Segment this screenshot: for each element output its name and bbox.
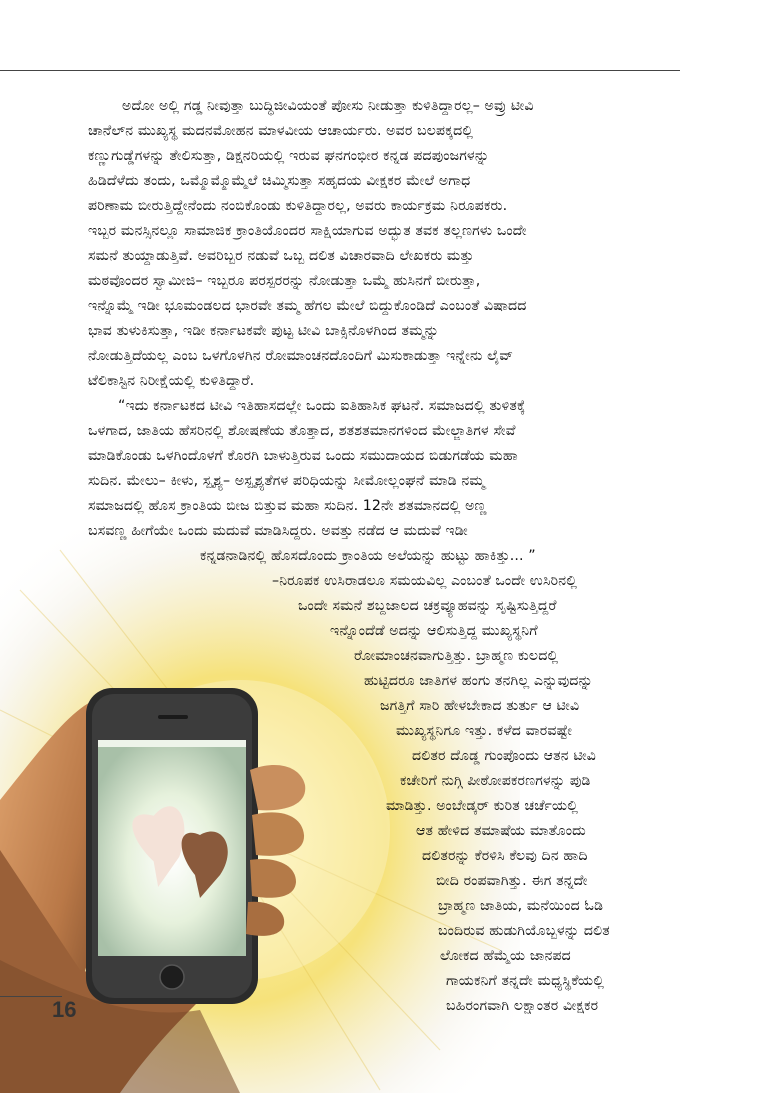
body-line: ಇನ್ನೊಮ್ಮೆ ಇಡೀ ಭೂಮಂಡಲದ ಭಾರವೇ ತಮ್ಮ ಹೆಗಲ ಮೇಲೆ ಬಿದ್ದುಕೊಂಡಿದೆ ಎಂಬಂತೆ ವಿಷಾದದ — [88, 298, 527, 314]
body-line: ಮಾಡಿತ್ತು. ಅಂಬೇಡ್ಕರ್ ಕುರಿತ ಚರ್ಚೆಯಲ್ಲಿ — [386, 798, 579, 814]
body-line: ಕಚೇರಿಗೆ ನುಗ್ಗಿ ಪೀಠೋಪಕರಣಗಳನ್ನು ಪುಡಿ — [400, 773, 591, 789]
body-line: ಬ್ರಾಹ್ಮಣ ಜಾತಿಯ, ಮನೆಯಿಂದ ಓಡಿ — [438, 898, 604, 914]
body-line: ಟೆಲಿಕಾಸ್ಟಿನ ನಿರೀಕ್ಷೆಯಲ್ಲಿ ಕುಳಿತಿದ್ದಾರೆ. — [88, 373, 255, 389]
body-line: ದಲಿತರನ್ನು ಕೆರಳಿಸಿ ಕೆಲವು ದಿನ ಹಾದಿ — [422, 848, 588, 864]
body-line: ಮಠವೊಂದರ ಸ್ವಾಮೀಜಿ– ಇಬ್ಬರೂ ಪರಸ್ಪರರನ್ನು ನೋಡುತ್ತಾ ಒಮ್ಮೆ ಹುಸಿನಗೆ ಬೀರುತ್ತಾ, — [88, 273, 481, 289]
body-line: ಮುಖ್ಯಸ್ಥನಿಗೂ ಇತ್ತು. ಕಳೆದ ವಾರವಷ್ಟೇ — [396, 723, 573, 739]
body-line: ಭಾವ ತುಳುಕಿಸುತ್ತಾ, ಇಡೀ ಕರ್ನಾಟಕವೇ ಪುಟ್ಟ ಟೀವಿ ಬಾಕ್ಸಿನೊಳಗಿಂದ ತಮ್ಮನ್ನು — [88, 323, 440, 339]
page-number: 16 — [52, 997, 77, 1022]
body-line: ಸಮನೆ ತುಯ್ದಾಡುತ್ತಿವೆ. ಅವರಿಬ್ಬರ ನಡುವೆ ಒಬ್ಬ ದಲಿತ ವಿಚಾರವಾದಿ ಲೇಖಕರು ಮತ್ತು — [88, 248, 474, 264]
body-line: ಆತ ಹೇಳಿದ ತಮಾಷೆಯ ಮಾತೊಂದು — [416, 823, 586, 839]
body-line: ಬಹಿರಂಗವಾಗಿ ಲಕ್ಷಾಂತರ ವೀಕ್ಷಕರ — [446, 998, 599, 1014]
body-line: ಇಬ್ಬರ ಮನಸ್ಸಿನಲ್ಲೂ ಸಾಮಾಜಿಕ ಕ್ರಾಂತಿಯೊಂದರ ಸಾಕ್ಷಿಯಾಗುವ ಅದ್ಭುತ ತವಕ ತಲ್ಲಣಗಳು ಒಂದೇ — [88, 223, 527, 239]
body-line: ಜಗತ್ತಿಗೆ ಸಾರಿ ಹೇಳಬೇಕಾದ ತುರ್ತು ಆ ಟೀವಿ — [380, 698, 580, 714]
body-line: ಗಾಯಕನಿಗೆ ತನ್ನದೇ ಮಧ್ಯಸ್ಥಿಕೆಯಲ್ಲಿ — [446, 973, 605, 989]
body-line: ಒಳಗಾದ, ಜಾತಿಯ ಹೆಸರಿನಲ್ಲಿ ಶೋಷಣೆಯ ತೊತ್ತಾದ, ಶತಶತಮಾನಗಳಿಂದ ಮೇಲ್ಜಾತಿಗಳ ಸೇವೆ — [88, 423, 516, 439]
body-line: ಹುಟ್ಟಿದರೂ ಜಾತಿಗಳ ಹಂಗು ತನಗಿಲ್ಲ ಎನ್ನುವುದನ್ನು — [364, 673, 593, 689]
body-line: ಅದೋ ಅಲ್ಲಿ ಗಡ್ಡ ನೀವುತ್ತಾ ಬುದ್ಧಿಜೀವಿಯಂತೆ ಪೋಸು ನೀಡುತ್ತಾ ಕುಳಿತಿದ್ದಾರಲ್ಲ– ಅವ್ರು ಟೀವಿ — [122, 98, 534, 114]
body-line: –ನಿರೂಪಕ ಉಸಿರಾಡಲೂ ಸಮಯವಿಲ್ಲ ಎಂಬಂತೆ ಒಂದೇ ಉಸಿರಿನಲ್ಲಿ — [272, 573, 578, 589]
body-line: ಒಂದೇ ಸಮನೆ ಶಬ್ದಜಾಲದ ಚಕ್ರವ್ಯೂಹವನ್ನು ಸೃಷ್ಟಿಸುತ್ತಿದ್ದರೆ — [298, 598, 557, 614]
body-line: ಹಿಡಿದೆಳೆದು ತಂದು, ಒಮ್ಮೊಮ್ಮೊಮ್ಮೆಲೆ ಚಿಮ್ಮಿಸುತ್ತಾ ಸಹೃದಯ ವೀಕ್ಷಕರ ಮೇಲೆ ಅಗಾಧ — [88, 173, 471, 189]
body-line: ಕನ್ನಡನಾಡಿನಲ್ಲಿ ಹೊಸದೊಂದು ಕ್ರಾಂತಿಯ ಅಲೆಯನ್ನು ಹುಟ್ಟು ಹಾಕಿತ್ತು... ” — [200, 548, 536, 564]
body-line: ರೋಮಾಂಚನವಾಗುತ್ತಿತ್ತು. ಬ್ರಾಹ್ಮಣ ಕುಲದಲ್ಲಿ — [354, 648, 559, 664]
body-line: ಸುದಿನ. ಮೇಲು– ಕೀಳು, ಸ್ಪೃಶ್ಯ– ಅಸ್ಪೃಶ್ಯತೆಗಳ ಪರಿಧಿಯನ್ನು ಸೀಮೋಲ್ಲಂಘನೆ ಮಾಡಿ ನಮ್ಮ — [88, 473, 485, 489]
body-line: ಇನ್ನೊಂದೆಡೆ ಅದನ್ನು ಆಲಿಸುತ್ತಿದ್ದ ಮುಖ್ಯಸ್ಥನಿಗೆ — [330, 623, 538, 639]
body-line: ಮಾಡಿಕೊಂಡು ಒಳಗಿಂದೊಳಗೆ ಕೊರಗಿ ಬಾಳುತ್ತಿರುವ ಒಂದು ಸಮುದಾಯದ ಬಿಡುಗಡೆಯ ಮಹಾ — [88, 448, 518, 464]
header-rule — [0, 70, 680, 71]
body-line: ಬಸವಣ್ಣ ಹೀಗೆಯೇ ಒಂದು ಮದುವೆ ಮಾಡಿಸಿದ್ದರು. ಅವತ್ತು ನಡೆದ ಆ ಮದುವೆ ಇಡೀ — [88, 523, 468, 539]
body-line: ಬಂದಿರುವ ಹುಡುಗಿಯೊಬ್ಬಳನ್ನು ದಲಿತ — [438, 923, 610, 939]
body-line: ನೋಡುತ್ತಿದೆಯಲ್ಲ ಎಂಬ ಒಳಗೊಳಗಿನ ರೋಮಾಂಚನದೊಂದಿಗೆ ಮಿಸುಕಾಡುತ್ತಾ ಇನ್ನೇನು ಲೈವ್ — [88, 348, 514, 364]
body-line: ಕಣ್ಣುಗುಡ್ಡೆಗಳನ್ನು ತೇಲಿಸುತ್ತಾ, ಡಿಕ್ಷನರಿಯಲ್ಲಿ ಇರುವ ಘನಗಂಭೀರ ಕನ್ನಡ ಪದಪುಂಜಗಳನ್ನು — [88, 148, 490, 164]
body-line: “ಇದು ಕರ್ನಾಟಕದ ಟೀವಿ ಇತಿಹಾಸದಲ್ಲೇ ಒಂದು ಐತಿಹಾಸಿಕ ಘಟನೆ. ಸಮಾಜದಲ್ಲಿ ತುಳಿತಕ್ಕೆ — [118, 398, 526, 414]
body-line: ದಲಿತರ ದೊಡ್ಡ ಗುಂಪೊಂದು ಆತನ ಟೀವಿ — [412, 748, 597, 764]
body-line: ಚಾನೆಲ್‌ನ ಮುಖ್ಯಸ್ಥ ಮದನಮೋಹನ ಮಾಳವೀಯ ಆಚಾರ್ಯರು. ಅವರ ಬಲಪಕ್ಕದಲ್ಲಿ — [88, 123, 474, 139]
body-line: ಬೀದಿ ರಂಪವಾಗಿತ್ತು. ಈಗ ತನ್ನದೇ — [436, 873, 588, 889]
body-line: ಲೋಕದ ಹೆಮ್ಮೆಯ ಜಾನಪದ — [440, 948, 571, 964]
body-line: ಸಮಾಜದಲ್ಲಿ ಹೊಸ ಕ್ರಾಂತಿಯ ಬೀಜ ಬಿತ್ತುವ ಮಹಾ ಸುದಿನ. 12ನೇ ಶತಮಾನದಲ್ಲಿ ಅಣ್ಣ — [88, 498, 487, 514]
body-line: ಪರಿಣಾಮ ಬೀರುತ್ತಿದ್ದೇನೆಂದು ನಂಬಿಕೊಂಡು ಕುಳಿತಿದ್ದಾರಲ್ಲ, ಅವರು ಕಾರ್ಯಕ್ರಮ ನಿರೂಪಕರು. — [88, 198, 508, 214]
